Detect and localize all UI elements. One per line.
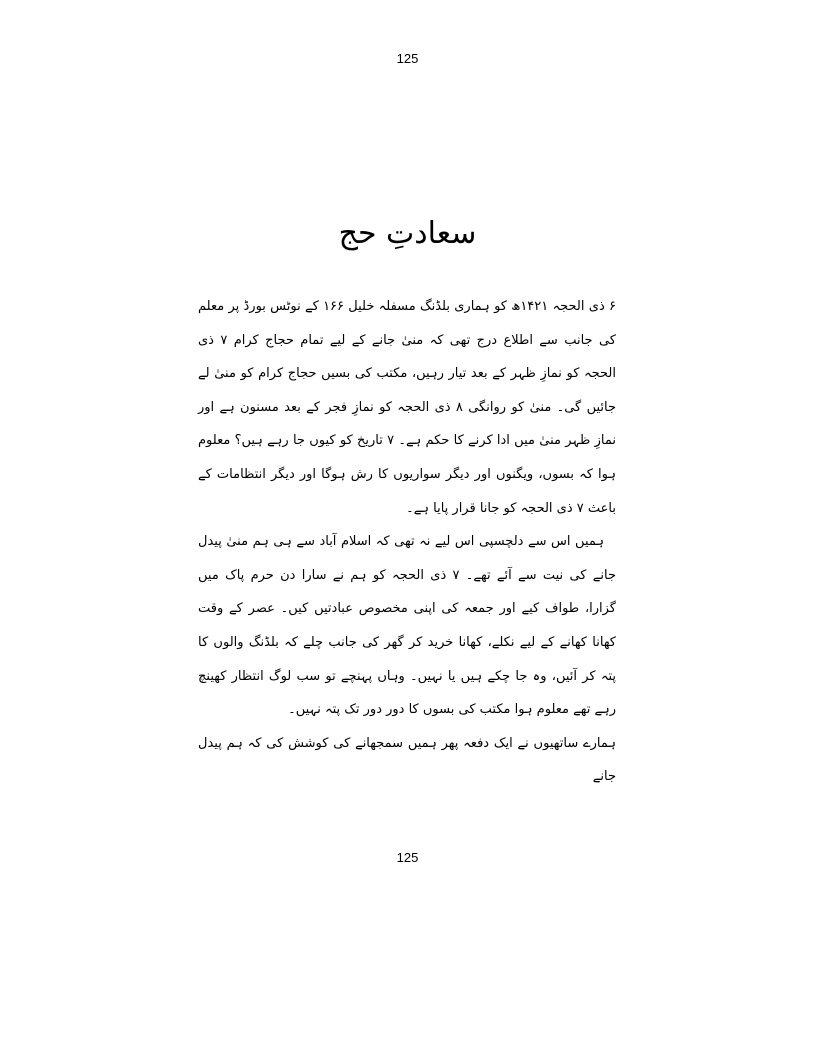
- page-number-bottom: 125: [396, 850, 419, 865]
- paragraph: ۶ ذی الحجہ ۱۴۲۱ھ کو ہماری بلڈنگ مسفلہ خلیل ۱۶۶ کے نوٹس بورڈ پر معلم کی جانب سے اطلاع درج تھی کہ منیٰ جانے کے لیے تمام حجاج کرام ۷ ذی الحجہ کو نمازِ ظہر کے بعد تیار رہیں، مکتب کی بسیں حجاج کرام کو منیٰ لے جائیں گی۔ منیٰ کو روانگی ۸ ذی الحجہ کو نمازِ فجر کے بعد مسنون ہے اور نمازِ ظہر منیٰ میں ادا کرنے کا حکم ہے۔ ۷ تاریخ کو کیوں جا رہے ہیں؟ معلوم ہوا کہ بسوں، ویگنوں اور دیگر سواریوں کا رش ہوگا اور دیگر انتظامات کے باعث ۷ ذی الحجہ کو جانا قرار پایا ہے۔: [198, 299, 617, 516]
- page-number-top: 125: [396, 51, 419, 66]
- paragraph: ہمارے ساتھیوں نے ایک دفعہ پھر ہمیں سمجھانے کی کوشش کی کہ ہم پیدل جانے: [198, 735, 616, 785]
- chapter-title: سعادتِ حج: [338, 216, 477, 251]
- paragraph: ہمیں اس سے دلچسپی اس لیے نہ تھی کہ اسلام آباد سے ہی ہم منیٰ پیدل جانے کی نیت سے آئے تھے۔ ۷ ذی الحجہ کو ہم نے سارا دن حرم پاک میں گزارا، طواف کیے اور جمعہ کی اپنی مخصوص عبادتیں کیں۔ عصر کے وقت کھانا کھانے کے لیے نکلے، کھانا خرید کر گھر کی جانب چلے کہ بلڈنگ والوں کا پتہ کر آئیں، وہ جا چکے ہیں یا نہیں۔ وہاں پہنچے تو سب لوگ انتظار کھینچ رہے تھے معلوم ہوا مکتب کی بسوں کا دور دور تک پتہ نہیں۔: [198, 534, 616, 718]
- body-text: [198, 290, 616, 794]
